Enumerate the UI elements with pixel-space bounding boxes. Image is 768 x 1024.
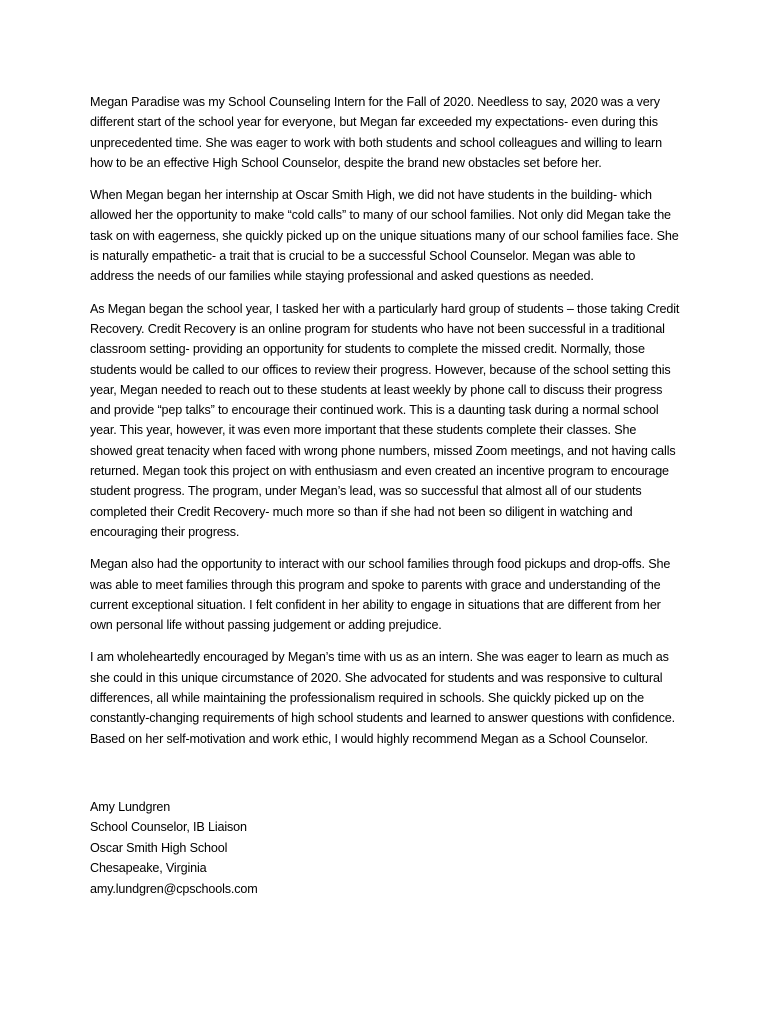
signature-block — [90, 797, 682, 900]
signer-location: Chesapeake, Virginia — [90, 861, 207, 876]
letter-body — [90, 92, 682, 899]
paragraph-internship: When Megan began her internship at Oscar Smith High, we did not have students in the building- which allowed her the opportunity to make “cold calls” to many of our school families. Not only did Megan take the task on with eagerness, she quickly picked up on the unique situations many of our school families face. She is naturally empathetic- a trait that is crucial to be a successful School Counselor. Megan was able to address the needs of our families while staying professional and asked questions as needed. — [90, 188, 679, 284]
paragraph-families: Megan also had the opportunity to interact with our school families through food pickups and drop-offs. She was able to meet families through this program and spoke to parents with grace and understanding of the current exceptional situation. I felt confident in her ability to engage in situations that are different from her own personal life without passing judgement or adding prejudice. — [90, 557, 671, 633]
paragraph-intro: Megan Paradise was my School Counseling Intern for the Fall of 2020. Needless to say, 2020 was a very different start of the school year for everyone, but Megan far exceeded my expectations- even during this unprecedented time. She was eager to work with both students and school colleagues and willing to learn how to be an effective High School Counselor, despite the brand new obstacles set before her. — [90, 95, 662, 170]
paragraph-credit-recovery: As Megan began the school year, I tasked her with a particularly hard group of students – those taking Credit Recovery. Credit Recovery is an online program for students who have not been successful in a traditional classroom setting- providing an opportunity for students to complete the missed credit. Normally, those students would be called to our offices to review their progress. However, because of the school setting this year, Megan needed to reach out to these students at least weekly by phone call to discuss their progress and provide “pep talks” to encourage their continued work. This is a daunting task during a normal school year. This year, however, it was even more important that these students complete their classes. She showed great tenacity when faced with wrong phone numbers, missed Zoom meetings, and not having calls returned. Megan took this project on with enthusiasm and even created an incentive program to encourage student progress. The program, under Megan’s lead, was so successful that almost all of our students completed their Credit Recovery- much more so than if she had not been so diligent in watching and encouraging their progress. — [90, 301, 680, 539]
signer-title: School Counselor, IB Liaison — [90, 820, 247, 835]
signer-school: Oscar Smith High School — [90, 840, 228, 855]
paragraph-recommendation: I am wholeheartedly encouraged by Megan’s time with us as an intern. She was eager to learn as much as she could in this unique circumstance of 2020. She advocated for students and was responsive to cultural differences, all while maintaining the professionalism required in schools. She quickly picked up on the constantly-changing requirements of high school students and learned to answer questions with confidence. Based on her self-motivation and work ethic, I would highly recommend Megan as a School Counselor. — [90, 650, 675, 746]
signer-email: amy.lundgren@cpschools.com — [90, 881, 258, 896]
signer-name: Amy Lundgren — [90, 799, 171, 814]
